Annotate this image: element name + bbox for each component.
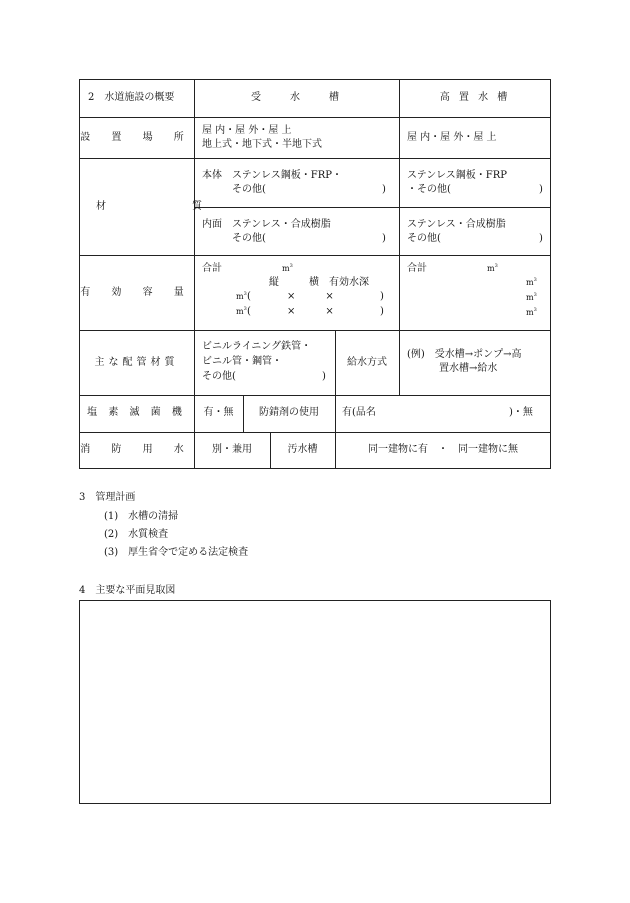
chlorine-yes-no: 有・無 <box>203 407 234 418</box>
location-receiving-line2: 地上式・地下式・半地下式 <box>202 139 322 150</box>
chlorine-label: 塩 素 滅 菌 機 <box>87 407 186 418</box>
capacity-line-b-x: × × <box>287 306 334 317</box>
piping-label: 主な配管材質 <box>94 357 179 368</box>
supply-method-example-2: 置水槽→給水 <box>439 363 498 374</box>
material-inner-elevated-2: その他( <box>407 233 441 244</box>
floor-plan-box <box>79 600 551 804</box>
capacity-line-b-open: ( <box>247 306 251 317</box>
location-elevated: 屋 内・屋 外・屋 上 <box>407 132 497 143</box>
supply-method-example: (例) 受水槽→ポンプ→高 <box>407 349 522 360</box>
row-divider <box>79 255 551 256</box>
capacity-dims: 縦 横 有効水深 <box>269 277 369 288</box>
row-divider <box>79 117 551 118</box>
location-label: 設 置 場 所 <box>80 132 193 143</box>
rust-inhibitor-value: 有(品名 <box>342 407 376 418</box>
material-inner-receiving-close: ) <box>382 233 386 244</box>
material-inner-elevated-close: ) <box>539 233 543 244</box>
piping-line3: その他( <box>202 371 236 382</box>
col-divider <box>399 79 400 395</box>
row-divider <box>79 158 551 159</box>
capacity-total-unit: $m^3$ <box>282 263 293 273</box>
row-divider <box>79 395 551 396</box>
rust-inhibitor-label: 防錆剤の使用 <box>259 407 319 418</box>
row-divider <box>79 432 551 433</box>
material-label: 材 質 <box>96 201 224 212</box>
material-body-elevated-1: ステンレス鋼板・FRP <box>407 170 507 181</box>
receiving-tank-header: 受 水 槽 <box>251 92 342 103</box>
capacity-line-a-open: ( <box>247 291 251 302</box>
material-inner-receiving-1: 内面 ステンレス・合成樹脂 <box>202 219 331 230</box>
capacity-line-a-x: × × <box>287 291 334 302</box>
capacity-elevated-total-unit: $m^3$ <box>487 263 498 273</box>
material-inner-receiving-2: その他( <box>202 233 266 244</box>
material-body-elevated-2: ・その他( <box>407 184 451 195</box>
material-body-receiving-1: 本体 ステンレス鋼板・FRP・ <box>202 170 342 181</box>
location-receiving-line1: 屋 内・屋 外・屋 上 <box>202 125 292 136</box>
material-body-elevated-close: ) <box>539 184 543 195</box>
fire-water-label: 消 防 用 水 <box>80 444 193 455</box>
fire-water-separate: 別・兼用 <box>212 444 252 455</box>
management-item: (3) 厚生省令で定める法定検査 <box>104 547 249 558</box>
section4-title: 4 主要な平面見取図 <box>79 585 176 596</box>
management-item: (1) 水槽の清掃 <box>104 511 179 522</box>
piping-line2: ビニル管・鋼管・ <box>202 356 282 367</box>
supply-method-label: 給水方式 <box>347 357 387 368</box>
section3-title: 3 管理計画 <box>79 492 136 503</box>
material-body-receiving-close: ) <box>382 184 386 195</box>
row-divider <box>79 330 551 331</box>
capacity-line-b-unit: $m^3$ <box>236 306 247 316</box>
capacity-elevated-unit-2: $m^3$ <box>526 292 537 302</box>
capacity-line-b-close: ) <box>380 306 384 317</box>
material-body-receiving-2: その他( <box>202 184 266 195</box>
row-divider <box>194 207 551 208</box>
capacity-total: 合計 <box>202 263 222 274</box>
piping-line3-close: ) <box>322 371 326 382</box>
col-divider <box>335 395 336 432</box>
management-item: (2) 水質検査 <box>104 529 169 540</box>
piping-line1: ビニルライニング鉄管・ <box>202 341 312 352</box>
capacity-elevated-total: 合計 <box>407 263 427 274</box>
capacity-line-a-unit: $m^3$ <box>236 291 247 301</box>
same-building-options: 同一建物に有 ・ 同一建物に無 <box>368 444 518 455</box>
capacity-line-a-close: ) <box>380 291 384 302</box>
sewage-tank-label: 汚水槽 <box>287 444 318 455</box>
capacity-elevated-unit-3: $m^3$ <box>526 307 537 317</box>
capacity-label: 有 効 容 量 <box>80 287 193 298</box>
rust-inhibitor-close: )・無 <box>509 407 533 418</box>
material-inner-elevated-1: ステンレス・合成樹脂 <box>407 219 506 230</box>
capacity-elevated-unit-1: $m^3$ <box>526 277 537 287</box>
elevated-tank-header: 高 置 水 槽 <box>439 92 511 103</box>
section2-title: 2 水道施設の概要 <box>88 92 175 103</box>
